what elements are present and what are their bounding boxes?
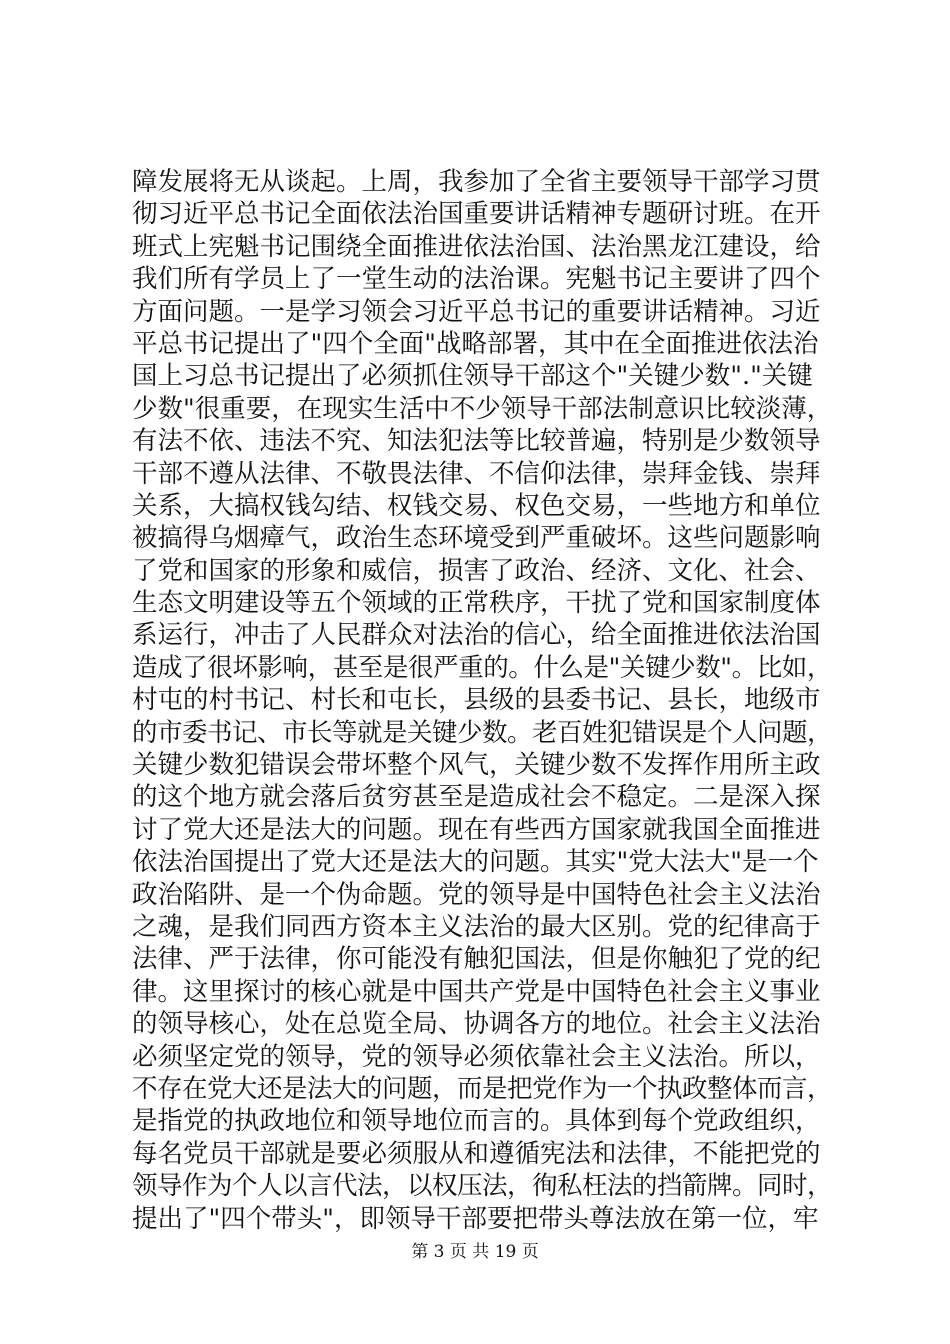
text-line: 依法治国提出了党大还是法大的问题。其实"党大法大"是一个 xyxy=(132,847,819,878)
text-line: 我们所有学员上了一堂生动的法治课。宪魁书记主要讲了四个 xyxy=(132,264,821,295)
text-line: 每名党员干部就是要必须服从和遵循宪法和法律，不能把党的 xyxy=(132,1138,821,1169)
text-line: 生态文明建设等五个领域的正常秩序，干扰了党和国家制度体 xyxy=(132,588,821,619)
text-line: 政治陷阱、是一个伪命题。党的领导是中国特色社会主义法治 xyxy=(132,879,821,910)
text-line: 系运行，冲击了人民群众对法治的信心，给全面推进依法治国 xyxy=(132,620,821,651)
text-line: 造成了很坏影响，甚至是很严重的。什么是"关键少数"。比如， xyxy=(132,652,832,683)
text-line: 讨了党大还是法大的问题。现在有些西方国家就我国全面推进 xyxy=(132,814,821,845)
text-line: 不存在党大还是法大的问题，而是把党作为一个执政整体而言， xyxy=(132,1073,832,1104)
text-line: 障发展将无从谈起。上周，我参加了全省主要领导干部学习贯 xyxy=(132,167,821,197)
text-line: 干部不遵从法律、不敬畏法律、不信仰法律，崇拜金钱、崇拜 xyxy=(132,458,821,489)
text-line: 的市委书记、市长等就是关键少数。老百姓犯错误是个人问题， xyxy=(132,717,832,748)
page-footer xyxy=(0,1241,950,1263)
text-line: 的领导核心，处在总览全局、协调各方的地位。社会主义法治 xyxy=(132,1009,821,1040)
text-line: 关系，大搞权钱勾结、权钱交易、权色交易，一些地方和单位 xyxy=(132,490,821,521)
text-line: 了党和国家的形象和威信，损害了政治、经济、文化、社会、 xyxy=(132,555,821,586)
text-line: 必须坚定党的领导，党的领导必须依靠社会主义法治。所以， xyxy=(132,1041,821,1072)
text-line: 方面问题。一是学习领会习近平总书记的重要讲话精神。习近 xyxy=(132,296,821,327)
text-line: 少数"很重要，在现实生活中不少领导干部法制意识比较淡薄， xyxy=(132,393,832,424)
text-line: 的这个地方就会落后贫穷甚至是造成社会不稳定。二是深入探 xyxy=(132,782,821,813)
text-line: 被搞得乌烟瘴气，政治生态环境受到严重破坏。这些问题影响 xyxy=(132,523,821,554)
text-line: 之魂，是我们同西方资本主义法治的最大区别。党的纪律高于 xyxy=(132,911,821,942)
page-number: 第 3 页 共 19 页 xyxy=(411,1242,539,1262)
text-line: 彻习近平总书记全面依法治国重要讲话精神专题研讨班。在开 xyxy=(132,199,821,230)
text-line: 班式上宪魁书记围绕全面推进依法治国、法治黑龙江建设，给 xyxy=(132,231,821,262)
text-line: 平总书记提出了"四个全面"战略部署，其中在全面推进依法治 xyxy=(132,328,819,359)
text-line: 是指党的执政地位和领导地位而言的。具体到每个党政组织， xyxy=(132,1106,821,1137)
text-line: 律。这里探讨的核心就是中国共产党是中国特色社会主义事业 xyxy=(132,976,821,1007)
text-line: 关键少数犯错误会带坏整个风气，关键少数不发挥作用所主政 xyxy=(132,750,821,781)
text-line: 村屯的村书记、村长和屯长，县级的县委书记、县长，地级市 xyxy=(132,685,821,716)
text-line: 有法不依、违法不究、知法犯法等比较普遍，特别是少数领导 xyxy=(132,426,821,457)
text-line: 提出了"四个带头"，即领导干部要把带头尊法放在第一位，牢 xyxy=(132,1203,819,1234)
body-paragraph xyxy=(132,166,832,1235)
text-line: 领导作为个人以言代法，以权压法，徇私枉法的挡箭牌。同时， xyxy=(132,1171,832,1202)
text-line: 法律、严于法律，你可能没有触犯国法，但是你触犯了党的纪 xyxy=(132,944,821,975)
text-line: 国上习总书记提出了必须抓住领导干部这个"关键少数"."关键 xyxy=(132,361,813,392)
